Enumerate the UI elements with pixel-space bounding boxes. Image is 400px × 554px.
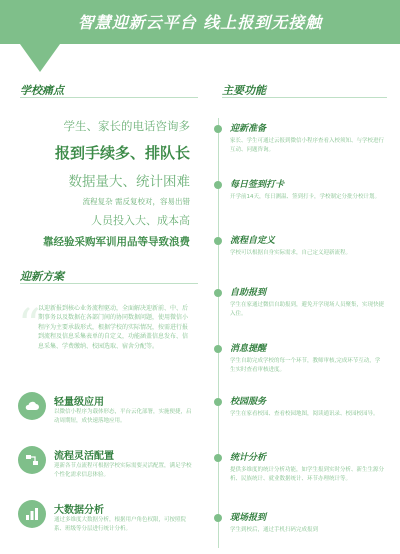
functions-section-divider <box>222 97 387 98</box>
analytics-icon <box>18 500 46 528</box>
timeline-dot <box>214 514 222 522</box>
quote-mark-icon: “ <box>18 300 41 351</box>
timeline-dot <box>214 289 222 297</box>
pain-point-1: 学生、家长的电话咨询多 <box>63 119 190 133</box>
flow-config-icon <box>18 446 46 474</box>
function-title-custom-flow: 流程自定义 <box>230 236 276 246</box>
function-title-self-report: 自助报到 <box>230 288 267 298</box>
timeline-dot <box>214 181 222 189</box>
pain-section-divider <box>20 97 198 98</box>
function-desc-campus: 学生在家看校园、查看校园地图，阅读通讯录、校园校园导。 <box>230 411 379 417</box>
pain-point-4: 流程复杂 需反复校对，容易出错 <box>82 197 190 206</box>
solution-description: 以迎新报到核心业务流程驱动，全面解决迎新前、中、后期事务以及数据在各部门间的协同数据问题，使用微信小程序为主要承载形式，根据学校的实际情况，按需进行报到流程及信息采集表单的自定义，功能涵盖信息发布、信息采集、学费缴纳、校园选取、宿舍分配等。 <box>38 305 189 350</box>
function-desc-notify: 学生自助完成学校的每一个环节，教师审核,完成环节互动，学生实时查看审核进度。 <box>230 358 381 373</box>
function-title-campus: 校园服务 <box>230 397 267 407</box>
solution-section-title: 迎新方案 <box>20 270 64 283</box>
pain-point-3: 数据量大、统计困难 <box>68 174 190 190</box>
function-desc-onsite: 学生到校后，通过手机扫码完成报到 <box>230 527 319 533</box>
timeline-dot <box>214 398 222 406</box>
feature-title-lightweight: 轻量级应用 <box>54 397 104 408</box>
feature-desc-analytics: 通过多维度大数据分析，根据用户角色权限，可按照院系、班级等分层进行统计分析。 <box>54 517 187 532</box>
feature-title-analytics: 大数据分析 <box>54 505 104 516</box>
function-desc-custom-flow: 学校可以根据自身实际需求，自己定义迎新流程。 <box>230 250 352 256</box>
timeline-dot <box>214 454 222 462</box>
functions-section-title: 主要功能 <box>222 84 266 97</box>
feature-desc-lightweight: 以微信小程序为载体形态，平台云化部署，实施便捷，启动周期短，成快速落地应用。 <box>54 409 192 424</box>
feature-title-flow: 流程灵活配置 <box>54 451 114 462</box>
pain-point-2: 报到手续多、排队长 <box>54 144 190 162</box>
function-desc-self-report: 学生在家通过微信自助报到，避免开学现场人员聚集，实现快捷入住。 <box>230 302 385 317</box>
pain-point-6: 靠经验采购军训用品等导致浪费 <box>43 236 190 248</box>
solution-section-divider <box>20 283 198 284</box>
function-title-onsite: 现场报到 <box>230 513 267 523</box>
pain-section-title: 学校痛点 <box>20 84 64 97</box>
function-title-stats: 统计分析 <box>230 453 267 463</box>
function-title-prep: 迎新准备 <box>230 124 267 134</box>
function-desc-checkin: 开学前14天，每日测温、签到打卡，学校制定分批分校计划。 <box>230 194 381 200</box>
pain-point-5: 人员投入大、成本高 <box>91 214 190 227</box>
banner-notch <box>20 44 60 72</box>
function-title-notify: 消息提醒 <box>230 344 267 354</box>
timeline-dot <box>214 237 222 245</box>
function-title-checkin: 每日签到打卡 <box>230 180 285 190</box>
timeline-dot <box>214 345 222 353</box>
function-desc-stats: 提供多维度的统计分析功能，如学生报到实时分析、新生生源分析、民族统计、就业数据统计、环节办理统计等。 <box>230 467 385 482</box>
page-title: 智慧迎新云平台 线上报到无接触 <box>77 13 323 32</box>
timeline-dot <box>214 125 222 133</box>
function-desc-prep: 家长、学生可通过云报到微信小程序查看入校须知、与学校进行互动、问题咨询。 <box>230 138 385 153</box>
cloud-icon <box>18 392 46 420</box>
feature-desc-flow: 迎新各节点流程可根据学校实际需要灵活配置，满足学校个性化需求信息体验。 <box>54 463 192 478</box>
